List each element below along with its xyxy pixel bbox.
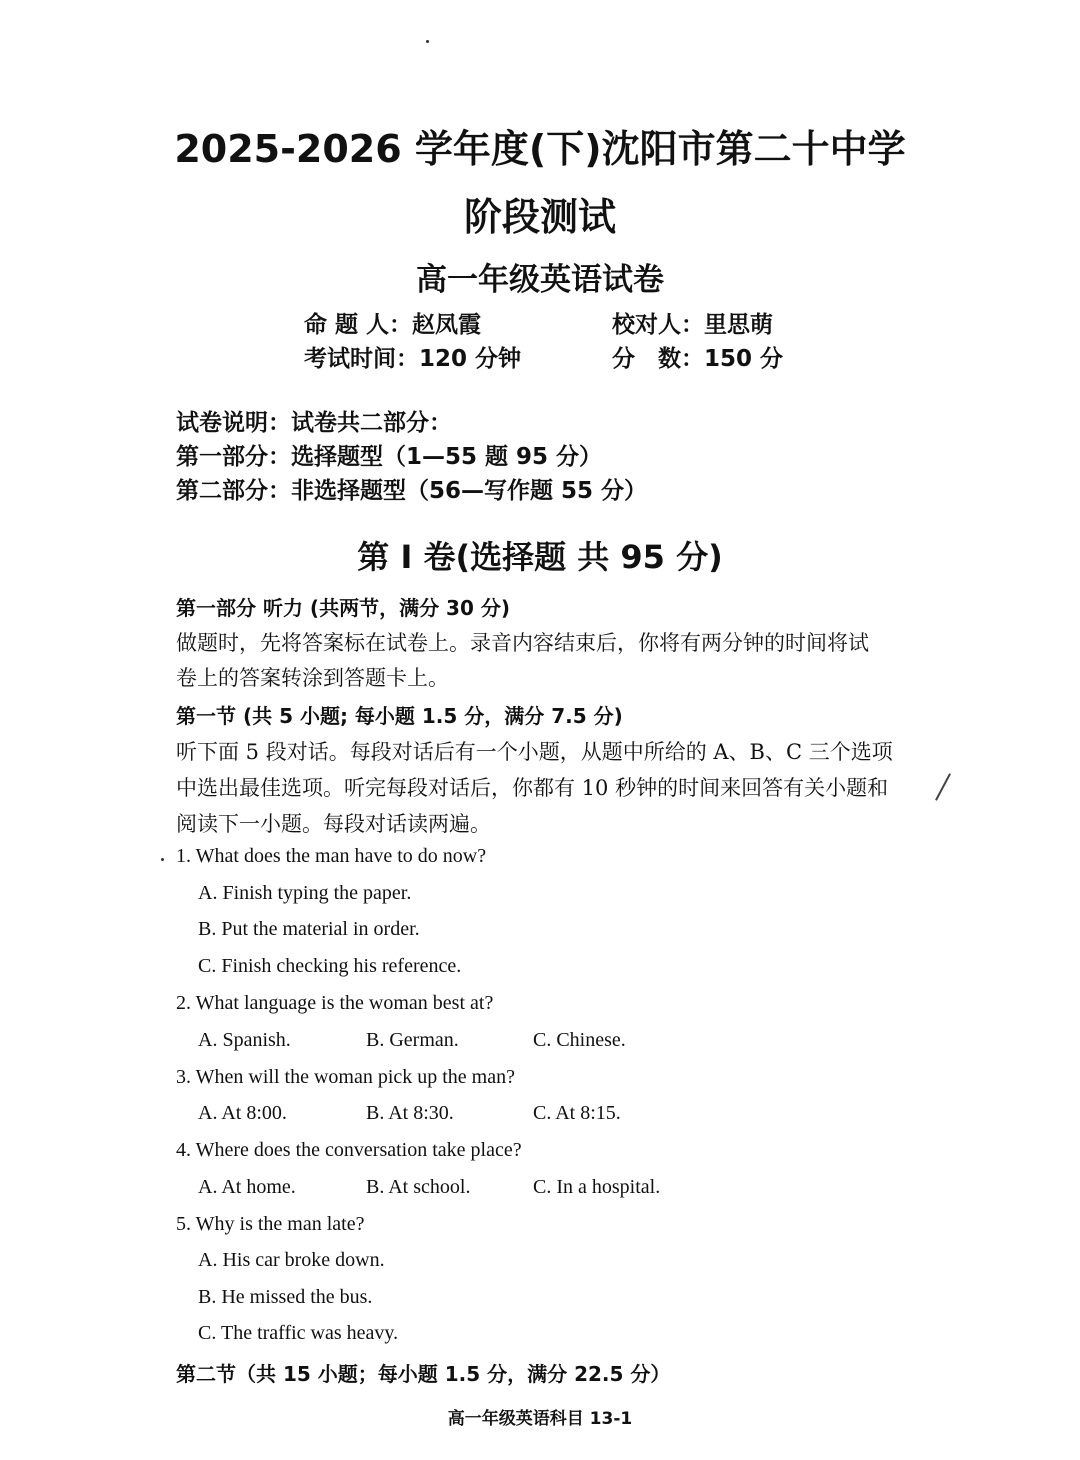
scan-speck [161, 858, 164, 861]
option-b: B. Put the material in order. [198, 918, 420, 940]
option-b: B. German. [366, 1029, 459, 1051]
pen-mark [935, 773, 951, 800]
exam-title: 2025-2026 学年度(下)沈阳市第二十中学 [174, 127, 906, 171]
instruction-text: 中选出最佳选项。听完每段对话后，你都有 10 秒钟的时间来回答有关小题和 [176, 776, 889, 800]
instruction-text: 阅读下一小题。每段对话读两遍。 [176, 812, 491, 836]
option-c: C. The traffic was heavy. [198, 1322, 399, 1344]
option-a: A. At home. [198, 1176, 296, 1198]
option-a: A. At 8:00. [198, 1102, 287, 1124]
exam-time-info: 考试时间：120 分钟 [304, 346, 522, 372]
instruction-text: 卷上的答案转涂到答题卡上。 [176, 666, 449, 690]
instruction-text: 听下面 5 段对话。每段对话后有一个小题，从题中所给的 A、B、C 三个选项 [176, 740, 893, 764]
option-c: C. Chinese. [533, 1029, 626, 1051]
option-b: B. He missed the bus. [198, 1286, 373, 1308]
question-stem: 5. Why is the man late? [176, 1213, 365, 1235]
instructions-line: 第二部分：非选择题型（56—写作题 55 分） [176, 478, 648, 504]
option-c: C. At 8:15. [533, 1102, 621, 1124]
question-stem: 3. When will the woman pick up the man? [176, 1066, 515, 1088]
score-info: 分 数：150 分 [612, 346, 784, 372]
scan-speck [426, 40, 429, 43]
instructions-line: 第一部分：选择题型（1—55 题 95 分） [176, 444, 603, 470]
question-stem: 4. Where does the conversation take place? [176, 1139, 522, 1161]
question-stem: 1. What does the man have to do now? [176, 845, 487, 867]
volume-title: 第 I 卷(选择题 共 95 分) [357, 538, 723, 576]
section-heading: 第一节 (共 5 小题; 每小题 1.5 分，满分 7.5 分) [176, 704, 623, 728]
instructions-line: 试卷说明：试卷共二部分： [176, 410, 452, 436]
option-b: B. At 8:30. [366, 1102, 454, 1124]
option-a: A. Finish typing the paper. [198, 882, 412, 904]
exam-subtitle: 阶段测试 [463, 195, 616, 239]
proofreader-info: 校对人：里思萌 [612, 312, 773, 338]
instruction-text: 做题时，先将答案标在试卷上。录音内容结束后，你将有两分钟的时间将试 [176, 631, 869, 655]
option-c: C. Finish checking his reference. [198, 955, 462, 977]
page-footer: 高一年级英语科目 13-1 [447, 1409, 633, 1429]
option-a: A. Spanish. [198, 1029, 291, 1051]
option-c: C. In a hospital. [533, 1176, 661, 1198]
option-b: B. At school. [366, 1176, 471, 1198]
question-stem: 2. What language is the woman best at? [176, 992, 494, 1014]
author-info: 命 题 人：赵凤霞 [304, 312, 482, 338]
section-heading: 第二节（共 15 小题；每小题 1.5 分，满分 22.5 分） [176, 1362, 671, 1386]
part-heading: 第一部分 听力 (共两节，满分 30 分) [176, 596, 510, 620]
option-a: A. His car broke down. [198, 1249, 385, 1271]
exam-paper-name: 高一年级英语试卷 [416, 262, 664, 298]
